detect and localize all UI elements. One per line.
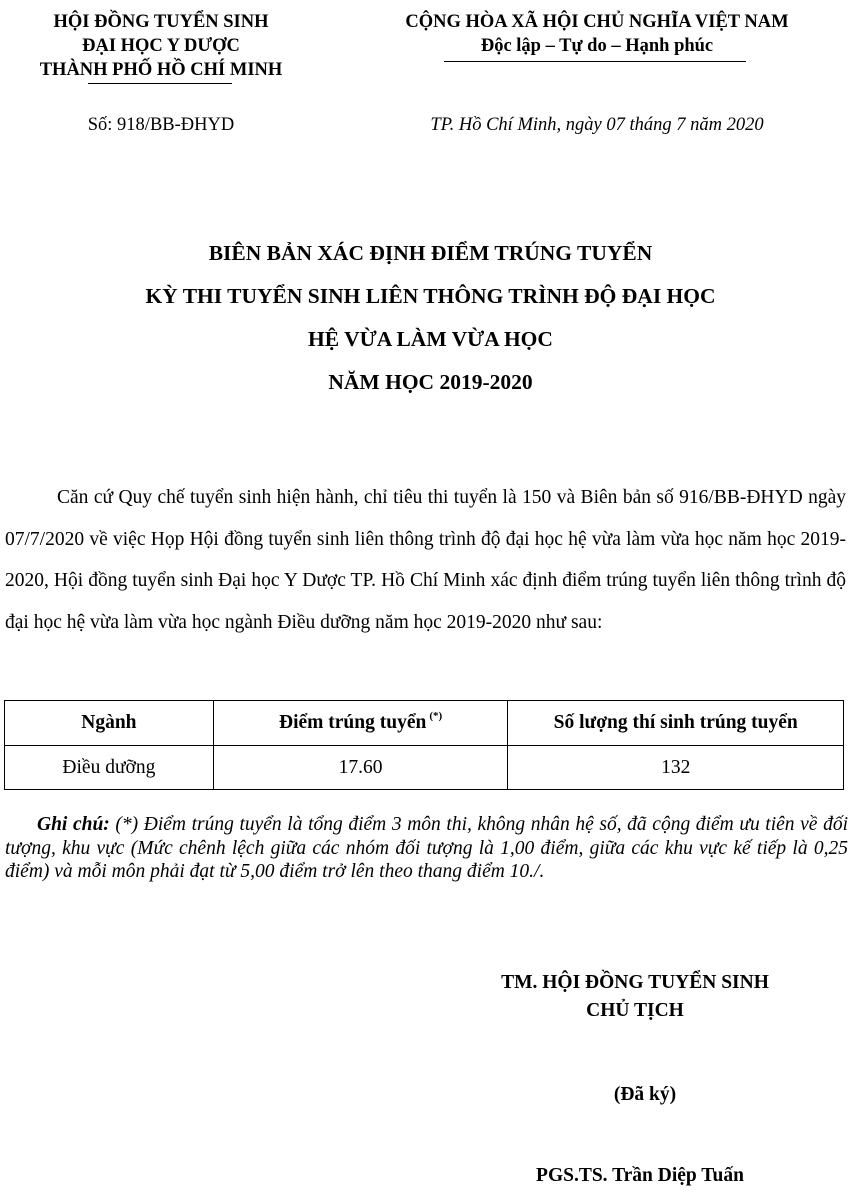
col-header-score: Điểm trúng tuyển (*)	[213, 701, 508, 746]
title-line-3: HỆ VỪA LÀM VỪA HỌC	[308, 327, 553, 351]
issuing-organization	[0, 10, 322, 82]
table-row	[5, 746, 844, 790]
org-line-3: THÀNH PHỐ HỒ CHÍ MINH	[39, 60, 283, 80]
title-line-1: BIÊN BẢN XÁC ĐỊNH ĐIỂM TRÚNG TUYỂN	[208, 241, 653, 265]
title-line-4: NĂM HỌC 2019-2020	[328, 370, 533, 394]
org-line-2: ĐẠI HỌC Y DƯỢC	[82, 36, 240, 56]
note-text: (*) Điểm trúng tuyển là tổng điểm 3 môn thi, không nhân hệ số, đã cộng điểm ưu tiên về đối tượng, khu vực (Mức chênh lệch giữa các nhóm đối tượng là 1,00 điểm, giữa các khu vực kế tiếp là 0,25 điểm) và mỗi môn phải đạt từ 5,00 điểm trở lên theo thang điểm 10./.	[5, 814, 848, 882]
body-text	[5, 477, 846, 643]
motto-underline	[444, 61, 746, 62]
table-header-row	[5, 701, 844, 746]
col-header-count: Số lượng thí sinh trúng tuyển	[508, 701, 844, 746]
national-motto: Độc lập – Tự do – Hạnh phúc	[480, 36, 714, 56]
score-footnote-marker: (*)	[429, 710, 443, 722]
place-and-date: TP. Hồ Chí Minh, ngày 07 tháng 7 năm 2020	[430, 115, 764, 135]
body-paragraph: Căn cứ Quy chế tuyển sinh hiện hành, chỉ tiêu thi tuyển là 150 và Biên bản số 916/BB-ĐHYD ngày 07/7/2020 về việc Họp Hội đồng tuyển sinh liên thông trình độ đại học hệ vừa làm vừa học năm học 2019-2020, Hội đồng tuyển sinh Đại học Y Dược TP. Hồ Chí Minh xác định điểm trúng tuyển liên thông trình độ đại học hệ vừa làm vừa học ngành Điều dưỡng năm học 2019-2020 như sau:	[5, 487, 846, 633]
cell-count: 132	[508, 746, 844, 790]
nation-name: CỘNG HÒA XÃ HỘI CHỦ NGHĨA VIỆT NAM	[405, 12, 789, 32]
footnote	[5, 813, 848, 884]
signature-role: CHỦ TỊCH	[586, 1000, 684, 1021]
document-number: Số: 918/BB-ĐHYD	[87, 115, 235, 135]
admission-results-table	[4, 700, 844, 790]
org-line-1: HỘI ĐỒNG TUYỂN SINH	[53, 12, 269, 32]
signature-org: TM. HỘI ĐỒNG TUYỂN SINH	[501, 972, 769, 993]
signed-mark: (Đã ký)	[613, 1084, 677, 1105]
signatory-name: PGS.TS. Trần Diệp Tuấn	[536, 1165, 744, 1186]
note-label: Ghi chú:	[37, 814, 110, 835]
document-title	[0, 232, 861, 404]
title-line-2: KỲ THI TUYỂN SINH LIÊN THÔNG TRÌNH ĐỘ ĐẠI HỌC	[145, 284, 716, 308]
cell-major: Điều dưỡng	[5, 746, 214, 790]
cell-score: 17.60	[213, 746, 508, 790]
col-header-major: Ngành	[5, 701, 214, 746]
national-heading	[352, 10, 842, 58]
org-underline	[88, 83, 232, 84]
